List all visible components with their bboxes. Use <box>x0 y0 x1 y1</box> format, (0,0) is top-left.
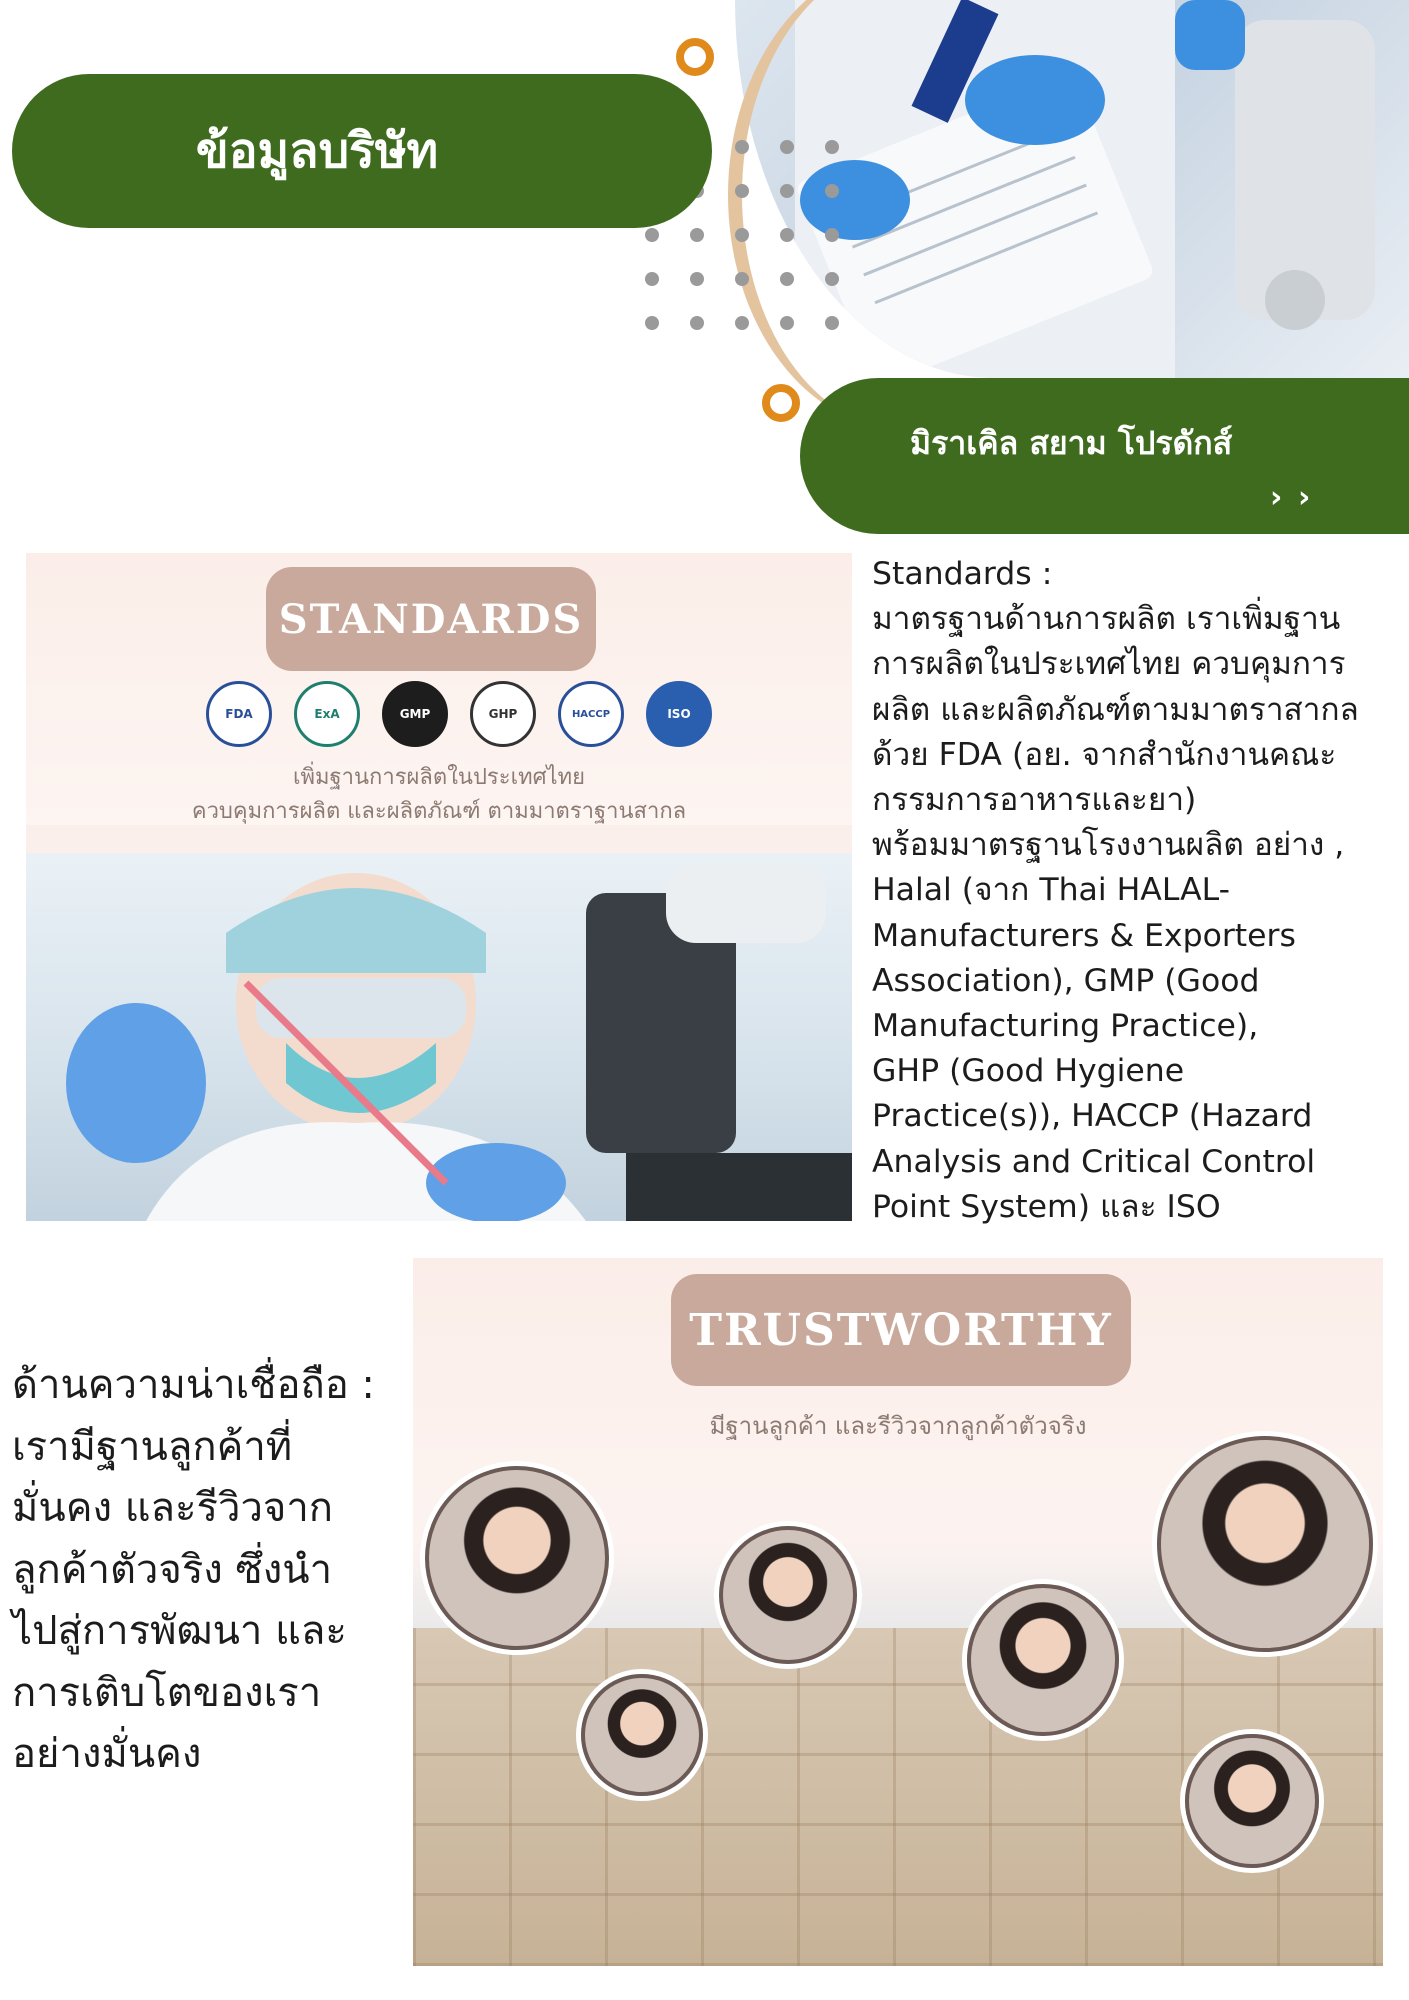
text-line: การเติบโตของเรา <box>12 1669 322 1716</box>
customer-review-photo <box>719 1526 857 1664</box>
text-line: ด้านความน่าเชื่อถือ : <box>12 1362 375 1408</box>
text-line: พร้อมมาตรฐานโรงงานผลิต อย่าง , <box>872 827 1345 864</box>
gmp-logo-icon: GMP <box>382 681 448 747</box>
iso-logo-icon: ISO <box>646 681 712 747</box>
customer-review-photo <box>1185 1734 1319 1868</box>
haccp-logo-icon: HACCP <box>558 681 624 747</box>
page-title: ข้อมูลบริษัท <box>12 74 712 228</box>
scientist-illustration <box>26 853 852 1221</box>
trustworthy-badge: TRUSTWORTHY <box>671 1274 1131 1386</box>
fda-logo-icon: FDA <box>206 681 272 747</box>
customer-review-photo <box>581 1674 703 1796</box>
standards-subtitle-1: เพิ่มฐานการผลิตในประเทศไทย <box>292 765 586 790</box>
text-line: กรรมการอาหารและยา) <box>872 782 1197 819</box>
customer-review-photo <box>425 1466 609 1650</box>
orange-ring-icon <box>762 384 800 422</box>
company-banner <box>800 378 1409 534</box>
text-line: มั่นคง และรีวิวจาก <box>12 1485 334 1531</box>
text-line: Halal (จาก Thai HALAL- <box>872 872 1231 909</box>
text-line: Standards : <box>872 556 1053 592</box>
text-line: ด้วย FDA (อย. จากสำนักงานคณะ <box>872 736 1337 773</box>
standards-header-area <box>26 553 852 825</box>
orange-ring-icon <box>676 38 714 76</box>
trust-description <box>12 1355 407 1786</box>
text-line: การผลิตในประเทศไทย ควบคุมการ <box>872 646 1346 683</box>
chevron-right-icon: › <box>1298 480 1311 515</box>
trustworthy-banner <box>413 1258 1383 1966</box>
text-line: ผลิต และผลิตภัณฑ์ตามมาตราสากล <box>872 691 1359 728</box>
text-line: ไปสู่การพัฒนา และ <box>12 1608 347 1654</box>
customer-review-photo <box>1157 1436 1373 1652</box>
text-line: Manufacturers & Exporters <box>872 917 1296 954</box>
standards-description <box>872 552 1392 1230</box>
text-line: Analysis and Critical Control <box>872 1143 1316 1180</box>
text-line: Manufacturing Practice), <box>872 1008 1259 1045</box>
customer-review-photo <box>967 1584 1119 1736</box>
text-line: มาตรฐานด้านการผลิต เราเพิ่มฐาน <box>872 601 1341 638</box>
text-line: ลูกค้าตัวจริง ซึ่งนำ <box>12 1546 333 1593</box>
scientist-photo <box>26 853 852 1221</box>
text-line: อย่างมั่นคง <box>12 1731 202 1777</box>
certification-logos <box>206 681 712 749</box>
exa-logo-icon: ExA <box>294 681 360 747</box>
standards-banner <box>26 553 852 1221</box>
chevron-right-icon: › <box>1270 480 1283 515</box>
company-name: มิราเคิล สยาม โปรดักส์ <box>910 424 1233 462</box>
text-line: Practice(s)), HACCP (Hazard <box>872 1098 1313 1135</box>
text-line: Point System) และ ISO <box>872 1188 1221 1225</box>
ghp-logo-icon: GHP <box>470 681 536 747</box>
text-line: GHP (Good Hygiene <box>872 1053 1185 1090</box>
standards-subtitle-2: ควบคุมการผลิต และผลิตภัณฑ์ ตามมาตราฐานสากล <box>191 799 687 824</box>
standards-badge: STANDARDS <box>266 567 596 671</box>
trustworthy-subtitle: มีฐานลูกค้า และรีวิวจากลูกค้าตัวจริง <box>709 1412 1087 1440</box>
text-line: เรามีฐานลูกค้าที่ <box>12 1423 293 1470</box>
text-line: Association), GMP (Good <box>872 962 1260 999</box>
